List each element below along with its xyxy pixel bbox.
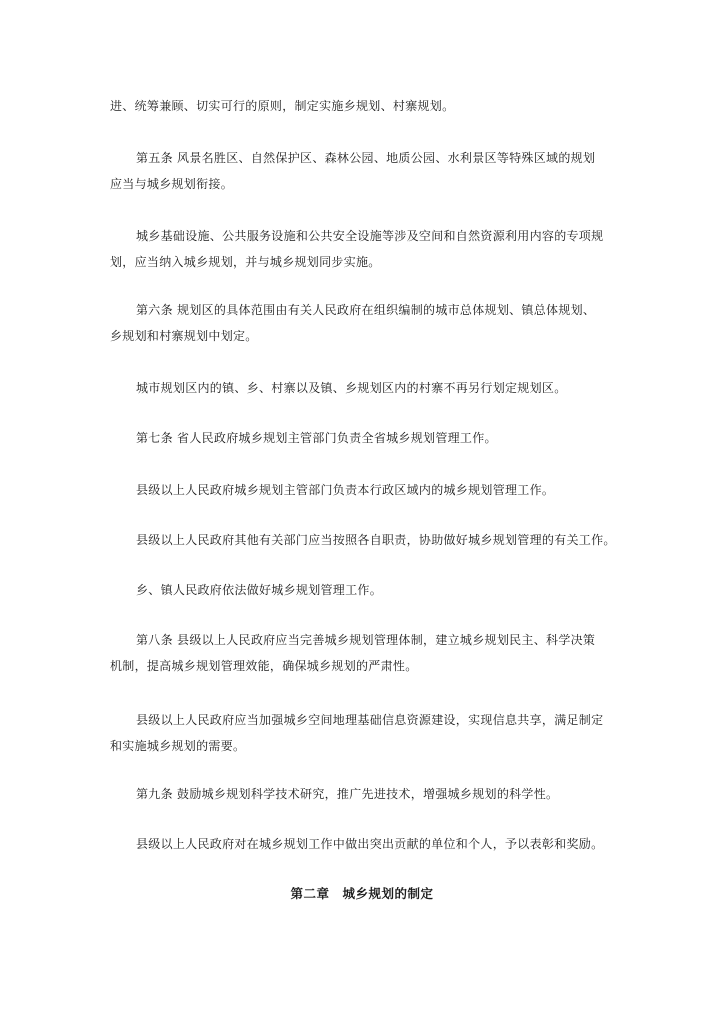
paragraph-line: 县级以上人民政府对在城乡规划工作中做出突出贡献的单位和个人，予以表彰和奖励。 xyxy=(136,837,604,851)
text-line: 进、统筹兼顾、切实可行的原则，制定实施乡规划、村寨规划。 xyxy=(110,99,455,113)
article-6-line-2: 乡规划和村寨规划中划定。 xyxy=(110,329,258,343)
article-9-line: 第九条 鼓励城乡规划科学技术研究，推广先进技术，增强城乡规划的科学性。 xyxy=(136,787,559,801)
paragraph-line: 和实施城乡规划的需要。 xyxy=(110,739,246,753)
paragraph-line: 县级以上人民政府应当加强城乡空间地理基础信息资源建设，实现信息共享，满足制定 xyxy=(136,713,604,727)
article-5-line-1: 第五条 风景名胜区、自然保护区、森林公园、地质公园、水利景区等特殊区域的规划 xyxy=(136,151,596,165)
paragraph-line: 城市规划区内的镇、乡、村寨以及镇、乡规划区内的村寨不再另行划定规划区。 xyxy=(136,381,567,395)
paragraph-line: 划，应当纳入城乡规划，并与城乡规划同步实施。 xyxy=(110,255,381,269)
paragraph-line: 县级以上人民政府其他有关部门应当按照各自职责，协助做好城乡规划管理的有关工作。 xyxy=(136,533,616,547)
article-8-line-2: 机制，提高城乡规划管理效能，确保城乡规划的严肃性。 xyxy=(110,659,418,673)
chapter-heading: 第二章 城乡规划的制定 xyxy=(290,886,434,901)
paragraph-line: 县级以上人民政府城乡规划主管部门负责本行政区域内的城乡规划管理工作。 xyxy=(136,483,555,497)
paragraph-line: 乡、镇人民政府依法做好城乡规划管理工作。 xyxy=(136,583,383,597)
paragraph-line: 城乡基础设施、公共服务设施和公共安全设施等涉及空间和自然资源利用内容的专项规 xyxy=(136,229,604,243)
article-6-line-1: 第六条 规划区的具体范围由有关人民政府在组织编制的城市总体规划、镇总体规划、 xyxy=(136,303,596,317)
article-8-line-1: 第八条 县级以上人民政府应当完善城乡规划管理体制，建立城乡规划民主、科学决策 xyxy=(136,633,596,647)
article-7-line: 第七条 省人民政府城乡规划主管部门负责全省城乡规划管理工作。 xyxy=(136,431,497,445)
article-5-line-2: 应当与城乡规划衔接。 xyxy=(110,177,234,191)
